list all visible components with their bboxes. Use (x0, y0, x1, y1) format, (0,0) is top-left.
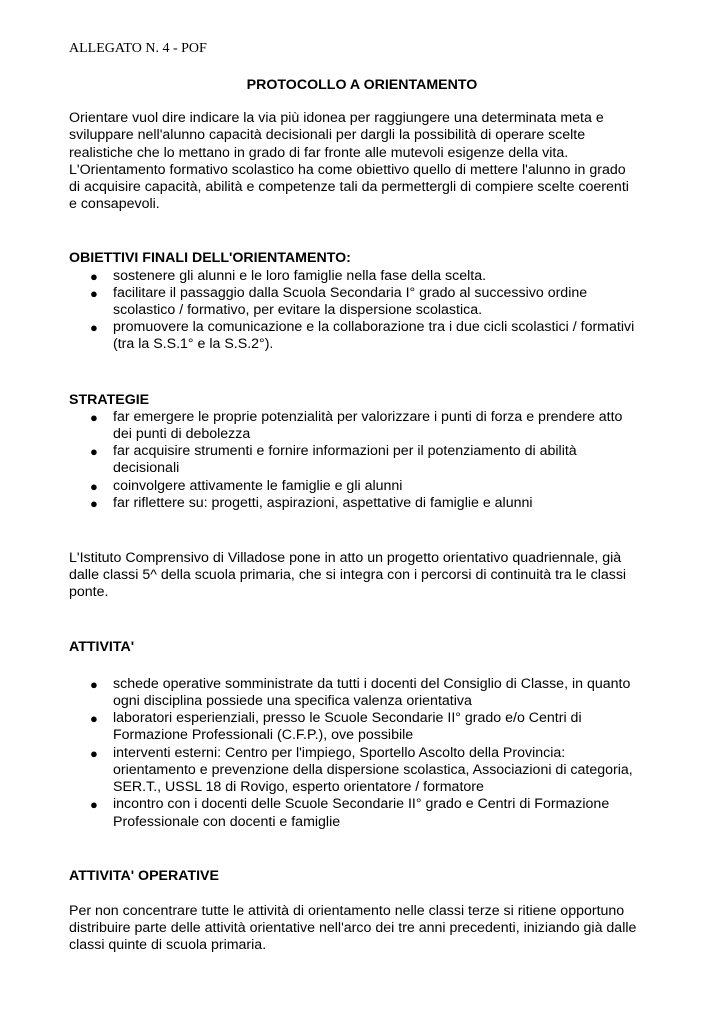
bullet-icon: ● (90, 711, 98, 727)
list-item-line: schede operative somministrate da tutti i docenti del Consiglio di Classe, in quanto (113, 675, 631, 692)
list-item-line: Formazione Professionali (C.F.P.), ove possibile (113, 727, 414, 744)
intro-line: sviluppare nell'alunno capacità decisionali per dargli la possibilità di operare scelte (69, 127, 586, 144)
list-item-line: decisionali (113, 460, 180, 477)
bullet-icon: ● (90, 409, 98, 425)
istituto-line: L'Istituto Comprensivo di Villadose pone in atto un progetto orientativo quadriennale, già (69, 550, 622, 567)
list-item (69, 285, 659, 319)
operative-line: Per non concentrare tutte le attività di orientamento nelle classi terze si ritiene opportuno (69, 902, 625, 919)
bullet-icon: ● (90, 444, 98, 460)
list-item-line: SER.T., USSL 18 di Rovigo, esperto orientatore / formatore (113, 779, 484, 796)
intro-line: Orientare vuol dire indicare la via più idonea per raggiungere una determinata meta e (69, 110, 604, 127)
bullet-icon: ● (90, 495, 98, 511)
intro-line: realistiche che lo mettano in grado di far fronte alle mutevoli esigenze della vita. (69, 144, 569, 161)
istituto-line: ponte. (69, 584, 109, 601)
document-header: ALLEGATO N. 4 - POF (69, 41, 207, 56)
list-item-line: incontro con i docenti delle Scuole Secondarie II° grado e Centri di Formazione (113, 796, 610, 813)
list-item-line: coinvolgere attivamente le famiglie e gli alunni (113, 477, 403, 494)
list-item (69, 796, 659, 830)
list-item (69, 409, 659, 443)
list-item-line: promuovere la comunicazione e la collaborazione tra i due cicli scolastici / formativi (113, 319, 635, 336)
bullet-icon: ● (90, 797, 98, 813)
list-item-line: far emergere le proprie potenzialità per valorizzare i punti di forza e prendere atto (113, 408, 623, 425)
list-item-line: ogni disciplina possiede una specifica valenza orientativa (113, 693, 472, 710)
list-item-line: Professionale con docenti e famiglie (113, 813, 341, 830)
bullet-icon: ● (90, 745, 98, 761)
list-item (69, 319, 659, 353)
list-item-line: far acquisire strumenti e fornire informazioni per il potenziamento di abilità (113, 443, 577, 460)
list-item (69, 443, 659, 477)
intro-paragraph (69, 110, 659, 213)
list-item-line: sostenere gli alunni e le loro famiglie nella fase della scelta. (113, 267, 487, 284)
operative-paragraph (69, 903, 659, 955)
list-item-line: far riflettere su: progetti, aspirazioni, aspettative di famiglie e alunni (113, 494, 533, 511)
list-item-line: dei punti di debolezza (113, 426, 251, 443)
intro-line: L'Orientamento formativo scolastico ha come obiettivo quello di mettere l'alunno in grado (69, 161, 626, 178)
list-item-line: (tra la S.S.1° e la S.S.2°). (113, 336, 274, 353)
operative-line: classi quinte di scuola primaria. (69, 937, 267, 954)
operative-line: distribuire parte delle attività orientative nell'arco dei tre anni precedenti, iniziando già dalle (69, 920, 637, 937)
list-item-line: scolastico / formativo, per evitare la dispersione scolastica. (113, 302, 483, 319)
istituto-line: dalle classi 5^ della scuola primaria, che si integra con i percorsi di continuità tra le classi (69, 567, 627, 584)
strategie-list (69, 409, 659, 512)
document-body (69, 77, 659, 955)
list-item (69, 268, 659, 285)
list-item-line: facilitare il passaggio dalla Scuola Secondaria I° grado al successivo ordine (113, 284, 588, 301)
obiettivi-list (69, 268, 659, 354)
intro-line: di acquisire capacità, abilità e competenze tali da permettergli di compiere scelte coerenti (69, 179, 629, 196)
list-item (69, 478, 659, 495)
list-item-line: orientamento e prevenzione della dispersione scolastica, Associazioni di categoria, (113, 761, 633, 778)
bullet-icon: ● (90, 478, 98, 494)
list-item-line: laboratori esperienziali, presso le Scuole Secondarie II° grado e/o Centri di (113, 710, 582, 727)
list-item (69, 745, 659, 797)
list-item (69, 710, 659, 744)
list-item-line: interventi esterni: Centro per l'impiego, Sportello Ascolto della Provincia: (113, 744, 566, 761)
section-heading-attivita-operative: ATTIVITA' OPERATIVE (69, 867, 219, 884)
istituto-paragraph (69, 550, 659, 602)
bullet-icon: ● (90, 320, 98, 336)
section-heading-attivita: ATTIVITA' (69, 638, 135, 655)
bullet-icon: ● (90, 285, 98, 301)
list-item (69, 495, 659, 512)
document-title: PROTOCOLLO A ORIENTAMENTO (246, 77, 478, 93)
bullet-icon: ● (90, 676, 98, 692)
section-heading-obiettivi: OBIETTIVI FINALI DELL'ORIENTAMENTO: (69, 250, 351, 267)
section-heading-strategie: STRATEGIE (69, 391, 150, 408)
intro-line: e consapevoli. (69, 196, 160, 213)
list-item (69, 676, 659, 710)
bullet-icon: ● (90, 268, 98, 284)
attivita-list (69, 676, 659, 831)
